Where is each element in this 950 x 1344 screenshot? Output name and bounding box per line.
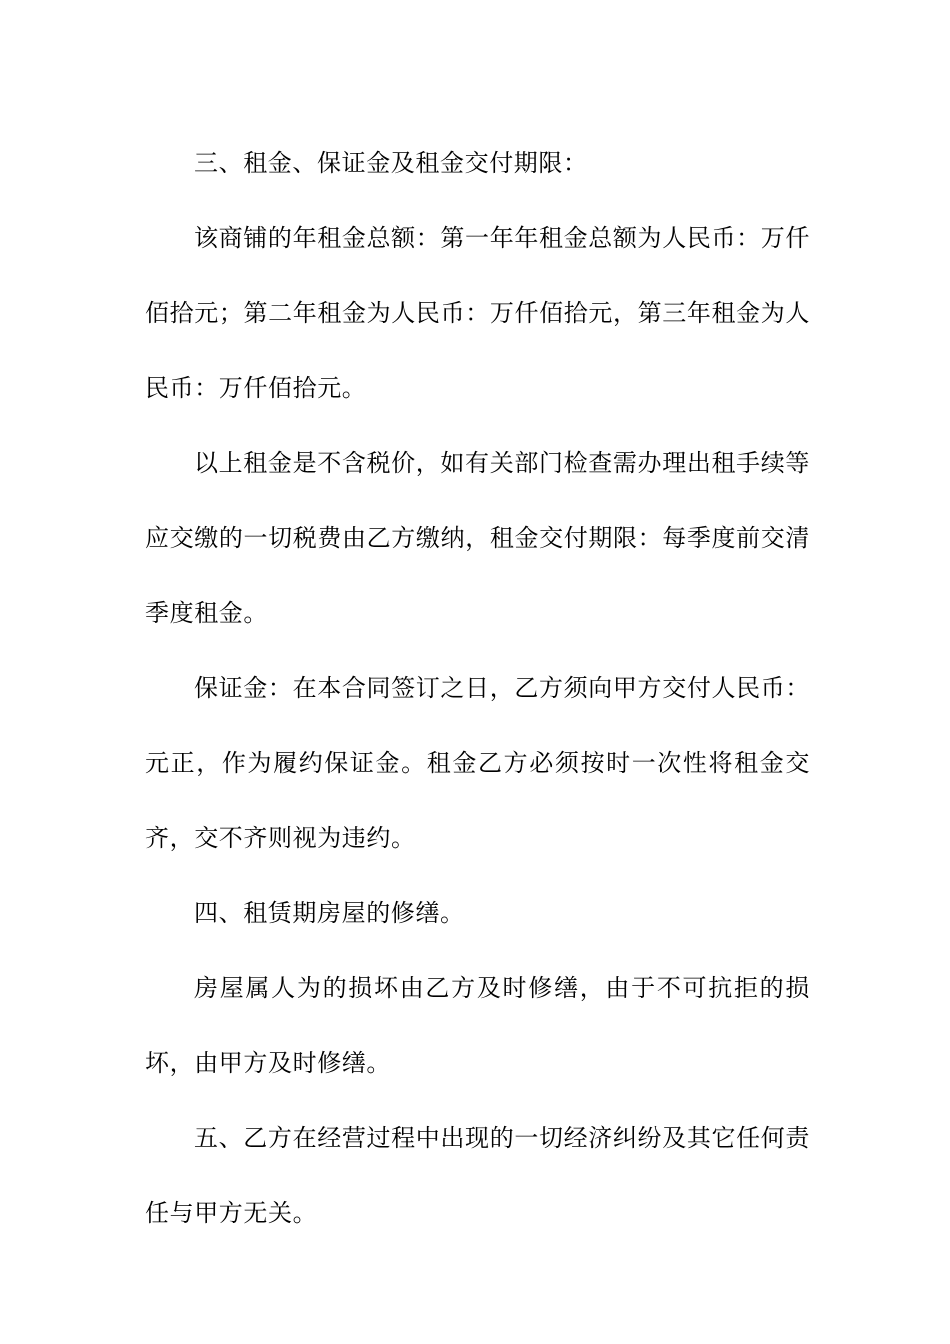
document-body: [145, 126, 810, 1251]
section-five-paragraph: 五、乙方在经营过程中出现的一切经济纠纷及其它任何责任与甲方无关。: [145, 1124, 810, 1227]
section-four-heading: 四、租赁期房屋的修缮。: [194, 899, 465, 927]
section-three-heading: 三、租金、保证金及租金交付期限：: [194, 149, 588, 177]
annual-rent-paragraph: 该商铺的年租金总额：第一年年租金总额为人民币：万仟佰拾元；第二年租金为人民币：万仟佰拾元，第三年租金为人民币：万仟佰拾元。: [145, 224, 810, 402]
deposit-paragraph: 保证金：在本合同签订之日，乙方须向甲方交付人民币：元正，作为履约保证金。租金乙方必须按时一次性将租金交齐，交不齐则视为违约。: [145, 674, 810, 852]
tax-and-payment-paragraph: 以上租金是不含税价，如有关部门检查需办理出租手续等应交缴的一切税费由乙方缴纳，租金交付期限：每季度前交清季度租金。: [145, 449, 810, 627]
repair-paragraph: 房屋属人为的损坏由乙方及时修缮，由于不可抗拒的损坏，由甲方及时修缮。: [145, 974, 810, 1077]
